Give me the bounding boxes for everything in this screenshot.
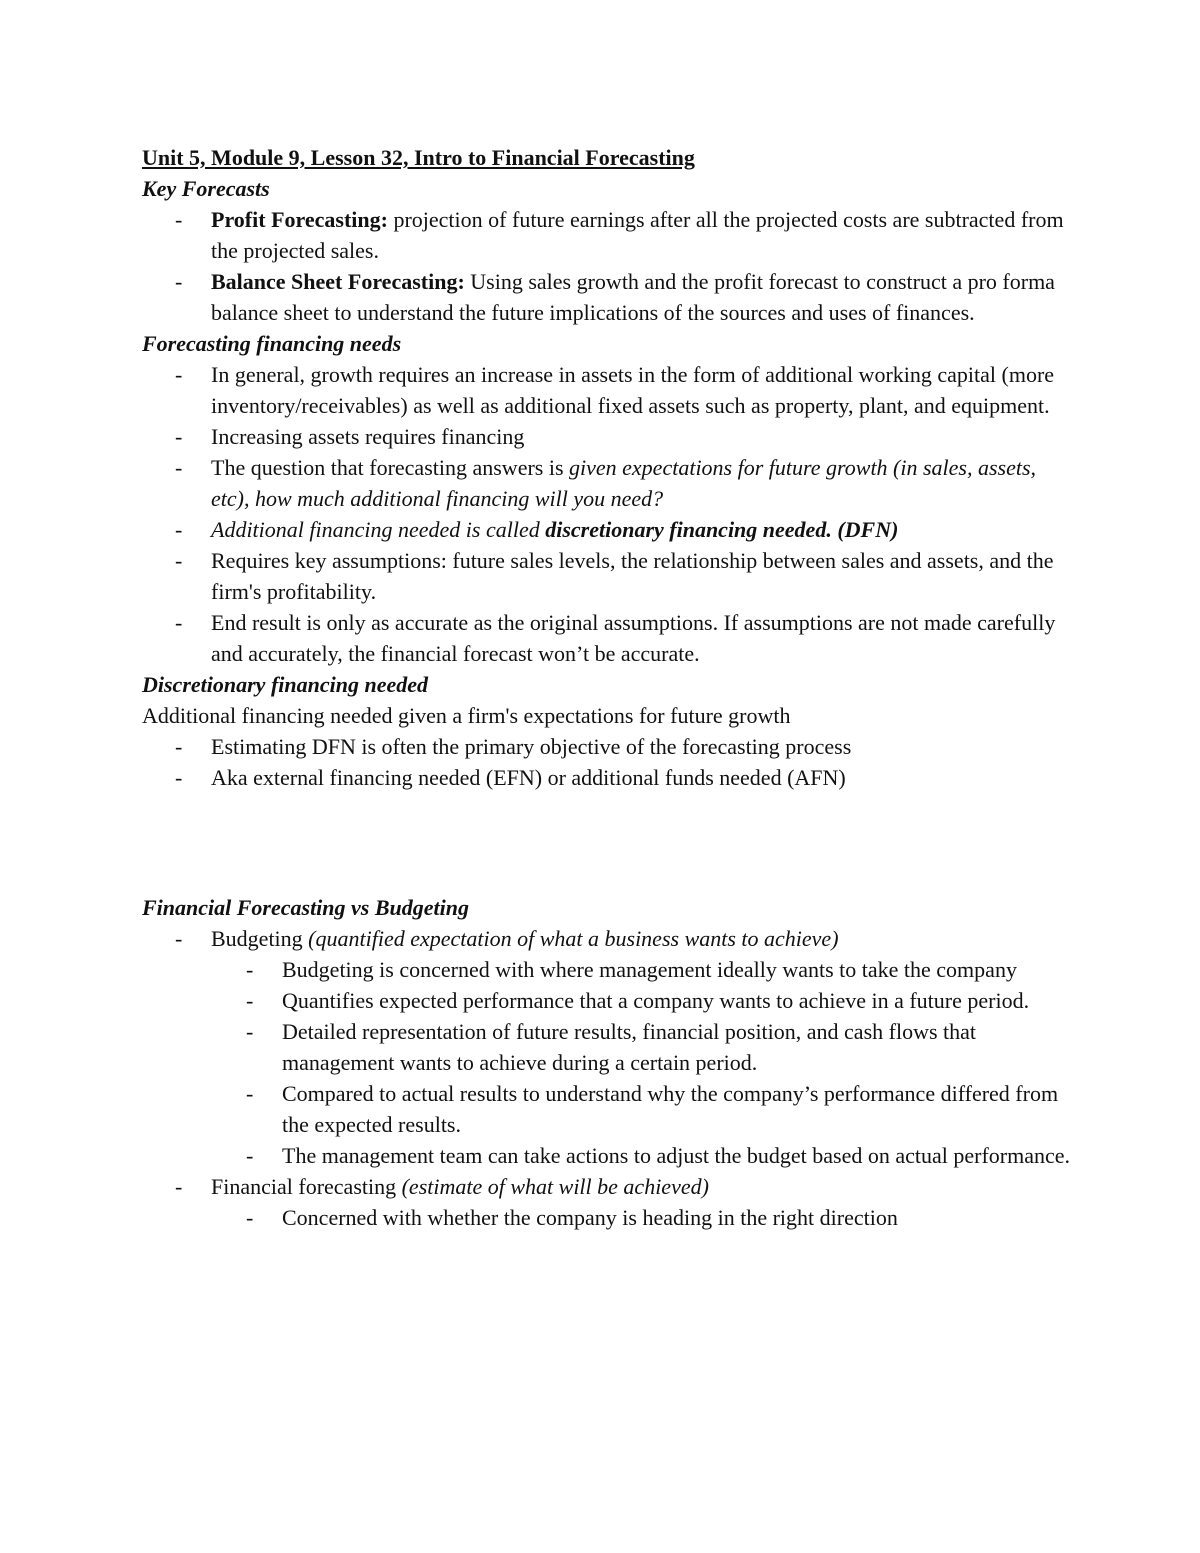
forecasting-label: Financial forecasting: [211, 1174, 402, 1199]
dfn-definition: Additional financing needed given a firm's expectations for future growth: [142, 703, 791, 728]
list-item-text: Detailed representation of future results, financial position, and cash flows that management wants to achieve during a certain period.: [282, 1019, 977, 1075]
bullet-dash: -: [175, 926, 183, 951]
dfn-term: discretionary financing needed. (DFN): [545, 517, 899, 542]
list-item: [142, 421, 1072, 452]
list-item: [142, 923, 1072, 1171]
list-item-text: In general, growth requires an increase in assets in the form of additional working capital (more inventory/receivables) as well as additional fixed assets such as property, plant, and equipment.: [211, 362, 1055, 418]
bullet-dash: -: [246, 1081, 254, 1106]
vs-budgeting-heading: Financial Forecasting vs Budgeting: [142, 895, 469, 920]
bullet-dash: -: [175, 548, 183, 573]
budgeting-note: (quantified expectation of what a business wants to achieve): [308, 926, 839, 951]
bullet-dash: -: [246, 1143, 254, 1168]
list-item-text: The question that forecasting answers is: [211, 455, 570, 480]
list-item: [142, 452, 1072, 514]
bullet-dash: -: [175, 1174, 183, 1199]
sub-list-item: [142, 1016, 1072, 1078]
key-forecasts-list: [142, 204, 1072, 328]
financing-needs-list: [142, 359, 1072, 669]
list-item-text: Concerned with whether the company is heading in the right direction: [282, 1205, 898, 1230]
list-item-emphasis: given expectations for future growth (in sales, assets, etc), how much additional financing will you need?: [211, 455, 1037, 511]
list-item-text: The management team can take actions to adjust the budget based on actual performance.: [282, 1143, 1071, 1168]
bullet-dash: -: [175, 424, 183, 449]
list-item: [142, 514, 1072, 545]
list-item: [142, 359, 1072, 421]
budgeting-sublist: [142, 954, 1072, 1171]
list-item: [142, 607, 1072, 669]
list-item: [142, 545, 1072, 607]
financing-needs-heading: Forecasting financing needs: [142, 331, 402, 356]
document-page: [142, 142, 1072, 1233]
list-item-text: Estimating DFN is often the primary objective of the forecasting process: [211, 734, 852, 759]
list-item-emphasis: Additional financing needed is called: [211, 517, 546, 542]
sub-list-item: [142, 954, 1072, 985]
forecasting-sublist: [142, 1202, 1072, 1233]
list-item: [142, 1171, 1072, 1233]
list-item-text: End result is only as accurate as the original assumptions. If assumptions are not made carefully and accurately, the financial forecast won’t be accurate.: [211, 610, 1056, 666]
list-item-text: Aka external financing needed (EFN) or additional funds needed (AFN): [211, 765, 846, 790]
bullet-dash: -: [175, 362, 183, 387]
list-item: [142, 204, 1072, 266]
sub-list-item: [142, 1078, 1072, 1140]
bullet-dash: -: [175, 517, 183, 542]
vs-budgeting-list: [142, 923, 1072, 1233]
bullet-dash: -: [175, 269, 183, 294]
list-item: [142, 762, 1072, 793]
list-item-text: Compared to actual results to understand why the company’s performance differed from the expected results.: [282, 1081, 1059, 1137]
dfn-list: [142, 731, 1072, 793]
bullet-dash: -: [246, 957, 254, 982]
list-item: [142, 731, 1072, 762]
bullet-dash: -: [175, 610, 183, 635]
bullet-dash: -: [246, 988, 254, 1013]
forecasting-note: (estimate of what will be achieved): [401, 1174, 709, 1199]
definition-text: Using sales growth and the profit forecast to construct a pro forma balance sheet to understand the future implications of the sources and uses of finances.: [211, 269, 1055, 325]
budgeting-label: Budgeting: [211, 926, 309, 951]
term-balance-sheet-forecasting: Balance Sheet Forecasting:: [211, 269, 465, 294]
key-forecasts-heading: Key Forecasts: [142, 176, 270, 201]
bullet-dash: -: [175, 765, 183, 790]
bullet-dash: -: [175, 734, 183, 759]
sub-list-item: [142, 1140, 1072, 1171]
dfn-heading: Discretionary financing needed: [142, 672, 428, 697]
section-spacer: [142, 793, 1072, 892]
list-item-text: Quantifies expected performance that a company wants to achieve in a future period.: [282, 988, 1030, 1013]
bullet-dash: -: [175, 207, 183, 232]
bullet-dash: -: [246, 1205, 254, 1230]
definition-text: projection of future earnings after all the projected costs are subtracted from the projected sales.: [211, 207, 1064, 263]
page-title: Unit 5, Module 9, Lesson 32, Intro to Financial Forecasting: [142, 145, 695, 170]
list-item-text: Budgeting is concerned with where management ideally wants to take the company: [282, 957, 1017, 982]
list-item-text: Increasing assets requires financing: [211, 424, 525, 449]
list-item: [142, 266, 1072, 328]
bullet-dash: -: [246, 1019, 254, 1044]
sub-list-item: [142, 985, 1072, 1016]
bullet-dash: -: [175, 455, 183, 480]
list-item-text: Requires key assumptions: future sales levels, the relationship between sales and assets, and the firm's profitability.: [211, 548, 1054, 604]
sub-list-item: [142, 1202, 1072, 1233]
term-profit-forecasting: Profit Forecasting:: [211, 207, 388, 232]
